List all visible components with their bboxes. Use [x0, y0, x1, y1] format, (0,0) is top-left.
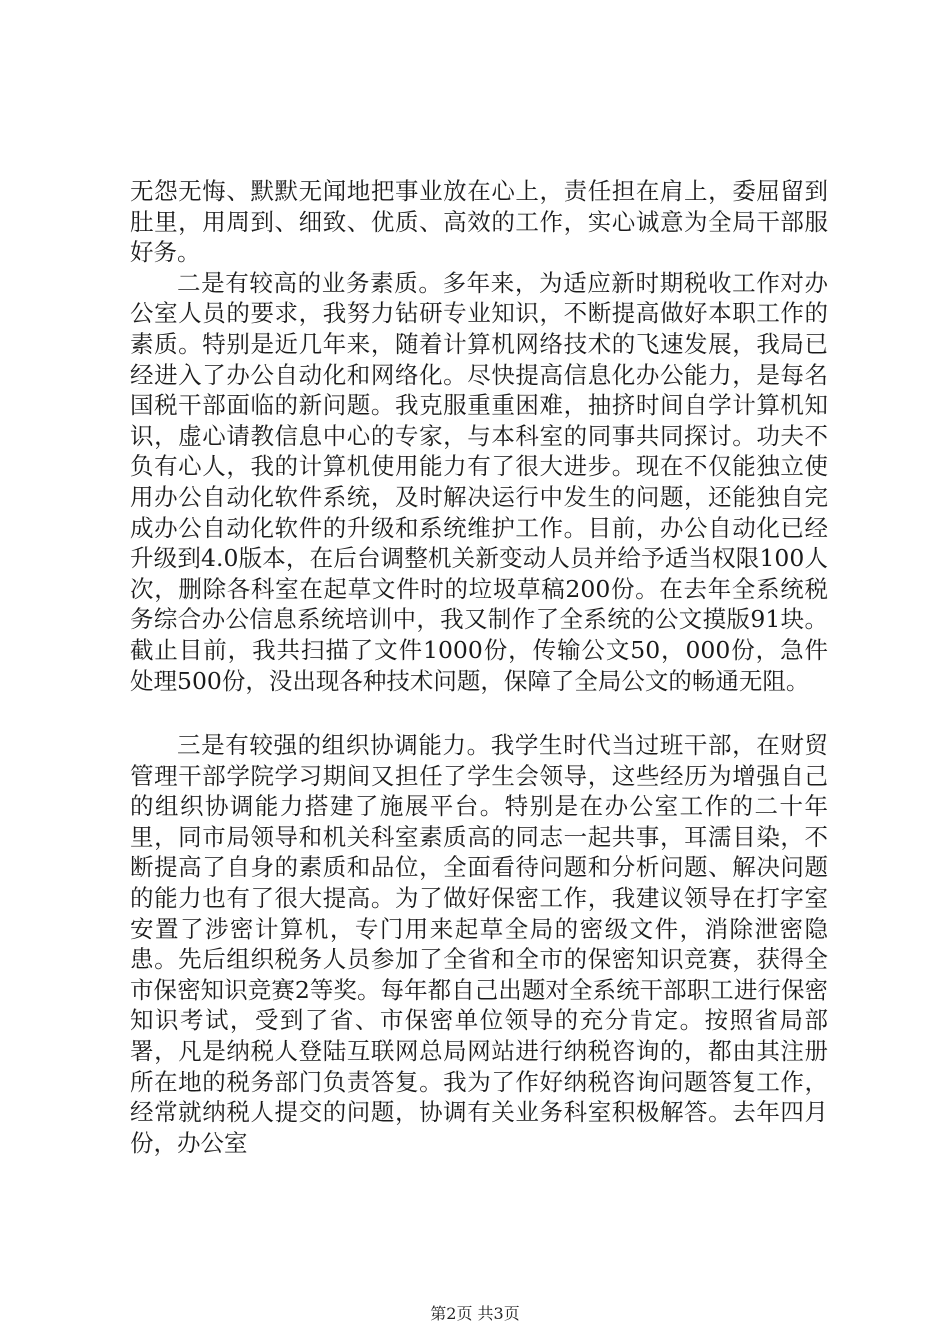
- document-body: [130, 176, 828, 1158]
- paragraph-2: 二是有较高的业务素质。多年来，为适应新时期税收工作对办公室人员的要求，我努力钻研专业知识，不断提高做好本职工作的素质。特别是近几年来，随着计算机网络技术的飞速发展，我局已经进入了办公自动化和网络化。尽快提高信息化办公能力，是每名国税干部面临的新问题。我克服重重困难，抽挤时间自学计算机知识，虚心请教信息中心的专家，与本科室的同事共同探讨。功夫不负有心人，我的计算机使用能力有了很大进步。现在不仅能独立使用办公自动化软件系统，及时解决运行中发生的问题，还能独自完成办公自动化软件的升级和系统维护工作。目前，办公自动化已经升级到4.0版本，在后台调整机关新变动人员并给予适当权限100人次，删除各科室在起草文件时的垃圾草稿200份。在去年全系统税务综合办公信息系统培训中，我又制作了全系统的公文摸版91块。截止目前，我共扫描了文件1000份，传输公文50，000份，急件处理500份，没出现各种技术问题，保障了全局公文的畅通无阻。: [130, 268, 828, 695]
- paragraph-3: 三是有较强的组织协调能力。我学生时代当过班干部，在财贸管理干部学院学习期间又担任了学生会领导，这些经历为增强自己的组织协调能力搭建了施展平台。特别是在办公室工作的二十年里，同市局领导和机关科室素质高的同志一起共事，耳濡目染，不断提高了自身的素质和品位，全面看待问题和分析问题、解决问题的能力也有了很大提高。为了做好保密工作，我建议领导在打字室安置了涉密计算机，专门用来起草全局的密级文件，消除泄密隐患。先后组织税务人员参加了全省和全市的保密知识竞赛，获得全市保密知识竞赛2等奖。每年都自己出题对全系统干部职工进行保密知识考试，受到了省、市保密单位领导的充分肯定。按照省局部署，凡是纳税人登陆互联网总局网站进行纳税咨询的，都由其注册所在地的税务部门负责答复。我为了作好纳税咨询问题答复工作，经常就纳税人提交的问题，协调有关业务科室积极解答。去年四月份，办公室: [130, 731, 828, 1157]
- page-footer: 第2页 共3页: [430, 1304, 520, 1323]
- paragraph-gap: [130, 696, 828, 730]
- paragraph-1: 无怨无悔、默默无闻地把事业放在心上，责任担在肩上，委屈留到肚里，用周到、细致、优质、高效的工作，实心诚意为全局干部服好务。: [130, 177, 828, 267]
